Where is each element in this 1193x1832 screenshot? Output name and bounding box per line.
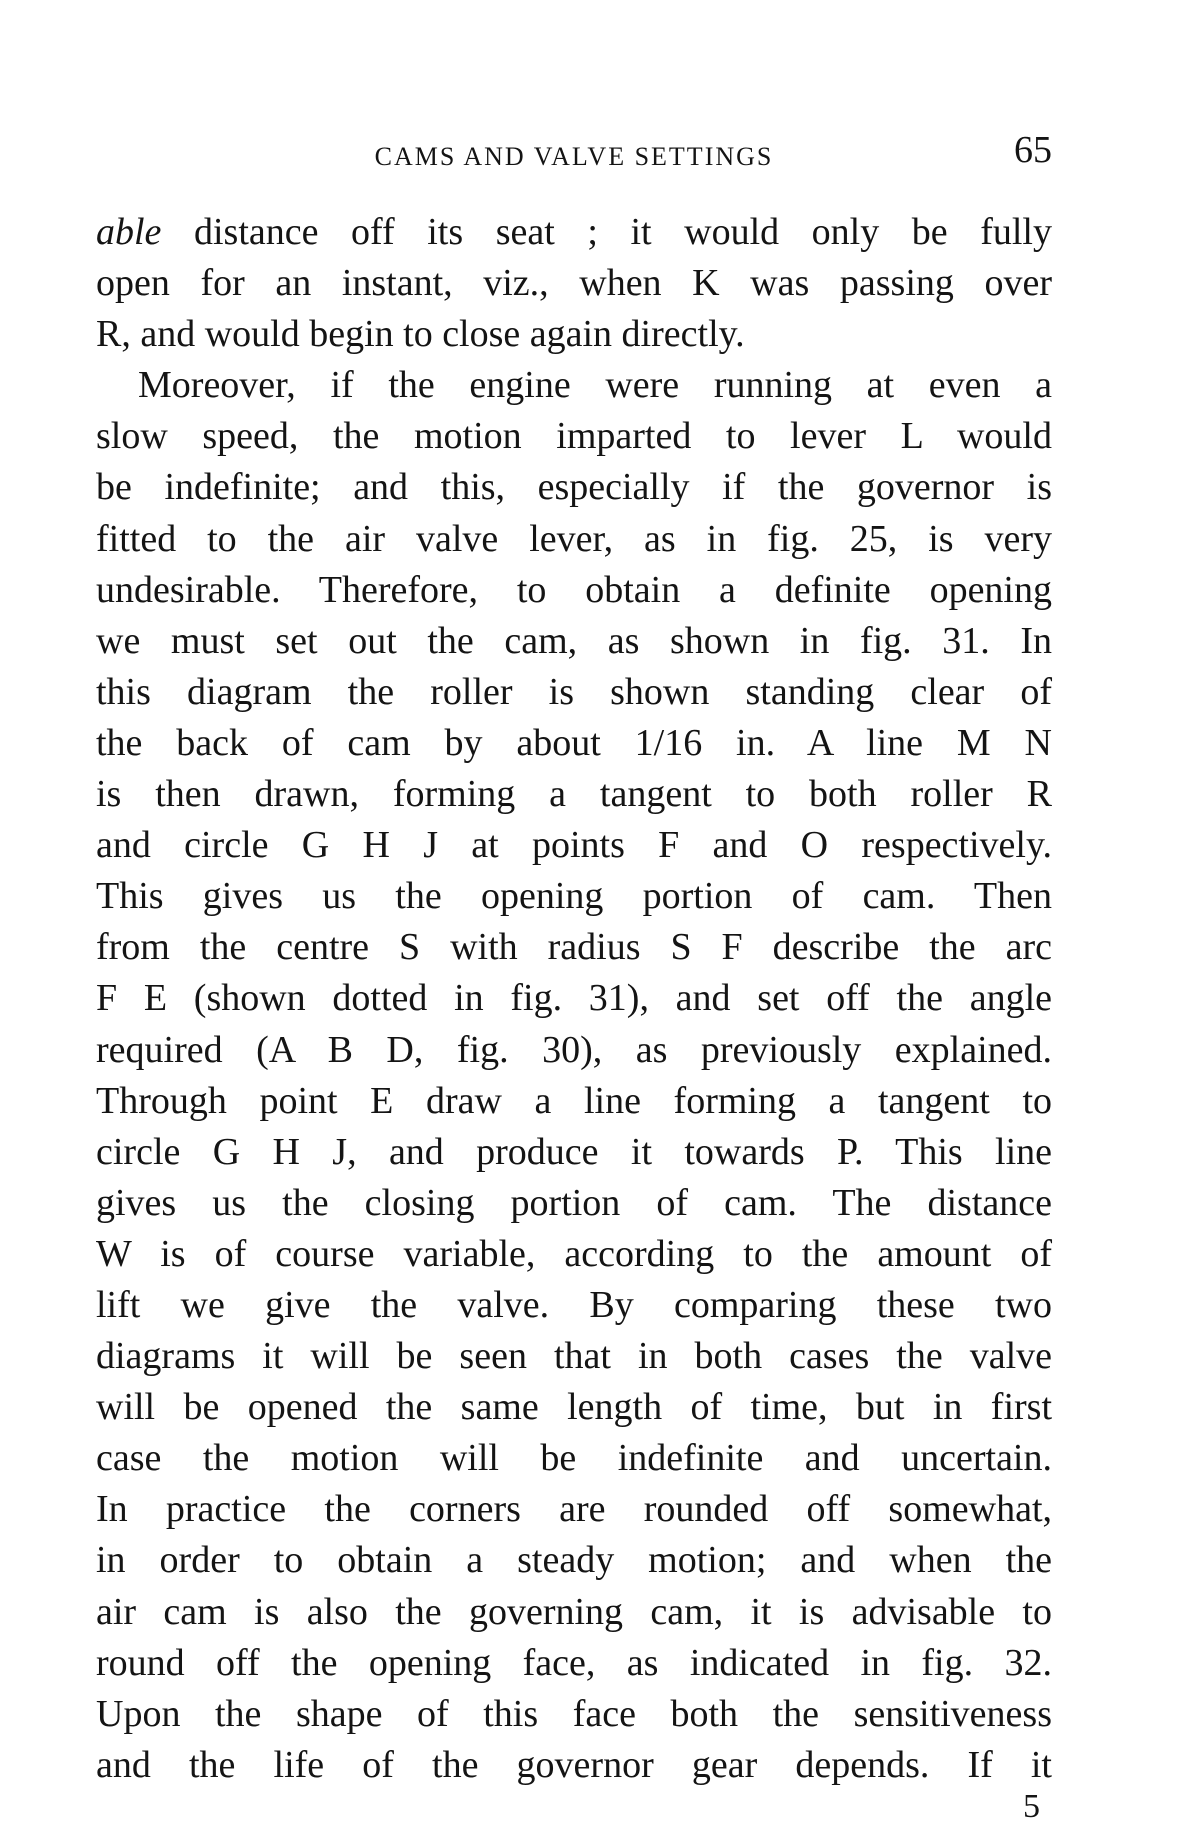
running-head: CAMS AND VALVE SETTINGS bbox=[374, 142, 774, 171]
text-line: F E (shown dotted in fig. 31), and set off the angle bbox=[96, 977, 1052, 1020]
page-header bbox=[96, 128, 1052, 178]
text-line: lift we give the valve. By comparing these two bbox=[96, 1283, 1052, 1326]
text-line bbox=[96, 207, 1052, 258]
body-text bbox=[96, 207, 1052, 1791]
text-line: required (A B D, fig. 30), as previously explained. bbox=[96, 1028, 1052, 1071]
text-line: diagrams it will be seen that in both cases the valve bbox=[96, 1335, 1052, 1378]
text-line: in order to obtain a steady motion; and when the bbox=[96, 1539, 1052, 1582]
paragraph-start-line: Moreover, if the engine were running at even a bbox=[138, 364, 1052, 407]
text-line: circle G H J, and produce it towards P. This line bbox=[96, 1130, 1052, 1173]
text-line-content: distance off its seat ; it would only be fully bbox=[161, 211, 1052, 253]
text-line: and the life of the governor gear depends. If it bbox=[96, 1743, 1052, 1786]
text-line: R, and would begin to close again directly. bbox=[96, 313, 745, 356]
text-line: be indefinite; and this, especially if the governor is bbox=[96, 466, 1052, 509]
text-line: slow speed, the motion imparted to lever L would bbox=[96, 415, 1052, 458]
text-line: gives us the closing portion of cam. The distance bbox=[96, 1181, 1052, 1224]
text-line: air cam is also the governing cam, it is advisable to bbox=[96, 1590, 1052, 1633]
text-line: from the centre S with radius S F describe the arc bbox=[96, 926, 1052, 969]
text-line: and circle G H J at points F and O respectively. bbox=[96, 824, 1052, 867]
text-line: this diagram the roller is shown standing clear of bbox=[96, 670, 1052, 713]
text-line: case the motion will be indefinite and uncertain. bbox=[96, 1437, 1052, 1480]
text-line: we must set out the cam, as shown in fig. 31. In bbox=[96, 619, 1052, 662]
text-line: fitted to the air valve lever, as in fig. 25, is very bbox=[96, 517, 1052, 560]
text-line: open for an instant, viz., when K was passing over bbox=[96, 262, 1052, 305]
text-line: is then drawn, forming a tangent to both roller R bbox=[96, 773, 1052, 816]
page-number: 65 bbox=[1014, 129, 1052, 171]
signature-mark: 5 bbox=[1023, 1788, 1040, 1825]
text-line: round off the opening face, as indicated in fig. 32. bbox=[96, 1641, 1052, 1684]
text-line: undesirable. Therefore, to obtain a definite opening bbox=[96, 568, 1052, 611]
text-line: will be opened the same length of time, but in first bbox=[96, 1386, 1052, 1429]
text-line: Upon the shape of this face both the sensitiveness bbox=[96, 1692, 1052, 1735]
italic-word: able bbox=[96, 211, 162, 253]
text-line: In practice the corners are rounded off somewhat, bbox=[96, 1488, 1052, 1531]
text-line: W is of course variable, according to the amount of bbox=[96, 1232, 1052, 1275]
text-line: the back of cam by about 1/16 in. A line M N bbox=[96, 721, 1052, 764]
text-line: This gives us the opening portion of cam. Then bbox=[96, 875, 1052, 918]
text-line: Through point E draw a line forming a tangent to bbox=[96, 1079, 1052, 1122]
